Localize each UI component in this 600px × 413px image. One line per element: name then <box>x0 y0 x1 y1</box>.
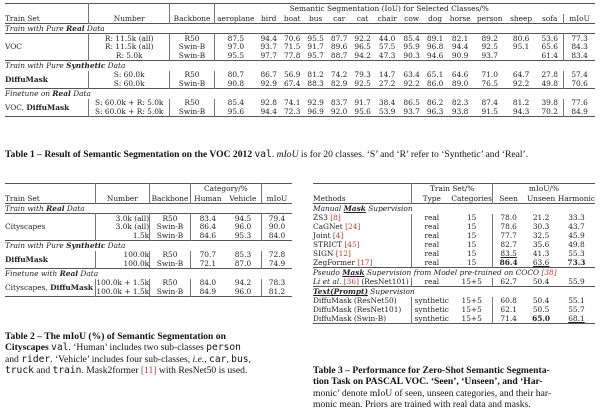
cell: 94.6 <box>426 51 444 61</box>
section-label: Pseudo Mask Supervision from Model pre-trained on COCO [38] <box>313 268 557 278</box>
method-name: Joint [4] <box>313 232 412 241</box>
cell: 15+5 <box>451 315 492 324</box>
cell: 87.7 <box>330 33 348 43</box>
cell: 70.2 <box>536 108 563 117</box>
cell: 64.7 <box>512 70 530 80</box>
col-header: Backbone <box>151 193 189 203</box>
cell: 15 <box>451 259 492 268</box>
cell: 96.0 <box>225 223 262 232</box>
cell: 84.9 <box>571 107 588 117</box>
cell: 100.0k <box>95 260 150 269</box>
cell: Swin-B <box>150 260 191 269</box>
col-header: chair <box>377 13 397 23</box>
cell: 94.4 <box>260 107 277 117</box>
cell: 1.5k <box>95 232 150 241</box>
cell: 96.5 <box>354 42 371 52</box>
cell: real <box>424 222 440 232</box>
cell: 89.2 <box>481 33 498 43</box>
row-label: VOC <box>5 34 89 61</box>
col-header: horse <box>449 13 471 23</box>
cell: 92.8 <box>260 98 277 108</box>
cell: 14.7 <box>378 70 396 80</box>
col-header: cat <box>356 13 369 23</box>
col-header: Harmonic <box>557 193 595 203</box>
cell: synthetic <box>414 305 449 315</box>
table3-group-header-miou: mIoU/% <box>528 184 560 194</box>
cell: 15 <box>451 250 492 259</box>
cell: Swin-B <box>170 52 215 61</box>
table1 <box>5 3 595 117</box>
cell: 70.7 <box>199 250 217 260</box>
cell: 95.3 <box>225 232 262 241</box>
cell: 45.9 <box>568 231 585 241</box>
cell: 95.1 <box>512 42 530 52</box>
cell: 15+5 <box>451 278 492 287</box>
section-label: Text(Prompt) Supervision <box>313 287 415 297</box>
cell: 92.9 <box>260 79 277 89</box>
col-header: aeroplane <box>217 13 255 23</box>
table3-group-header-trainset: Train Set/% <box>412 184 493 194</box>
cell: 64.6 <box>451 70 469 80</box>
col-header: sheep <box>510 13 533 23</box>
cell: 77.8 <box>283 51 301 61</box>
cell: R50 <box>170 34 215 43</box>
table-row <box>313 223 595 232</box>
cell: R50 <box>150 279 191 288</box>
cell: 85.4 <box>227 98 245 108</box>
cell: 49.8 <box>536 80 563 89</box>
section-label: Train with Pure Synthetic Data <box>5 61 126 71</box>
cell: R50 <box>150 214 191 223</box>
row-label: VOC, DiffuMask <box>5 99 89 117</box>
method-name: CaGNet [24] <box>313 223 412 232</box>
cell: 65.1 <box>426 70 444 80</box>
cell: 82.9 <box>330 79 348 89</box>
cell: real <box>424 277 440 287</box>
cell: 93.7 <box>260 42 277 52</box>
cell: 85.3 <box>225 251 262 260</box>
cell: R: 11.5k (all) <box>89 34 170 43</box>
cell: 94.4 <box>451 42 469 52</box>
cell: 67.4 <box>283 79 301 89</box>
cell: 15 <box>451 214 492 223</box>
cell: 84.0 <box>199 278 217 288</box>
cell: 91.7 <box>307 42 324 52</box>
col-header: Train Set <box>5 14 89 24</box>
table1-header-row <box>5 14 595 24</box>
col-header: Methods <box>313 194 412 204</box>
cell: 97.0 <box>227 42 245 52</box>
section-label: Finetune with Real Data <box>5 269 99 279</box>
cell: 53.9 <box>378 107 396 117</box>
cell: 84.9 <box>199 287 217 297</box>
cell: 86.4 <box>199 222 217 232</box>
cell: 77.3 <box>571 33 588 43</box>
cell: 90.3 <box>403 51 420 61</box>
cell: 87.5 <box>227 33 245 43</box>
cell: 79.3 <box>354 70 371 80</box>
cell: 80.7 <box>227 70 245 80</box>
cell: 87.4 <box>481 98 498 108</box>
table-row <box>5 214 292 223</box>
col-header: boat <box>283 13 301 23</box>
cell: 77.7 <box>500 231 517 241</box>
cell: 92.2 <box>354 33 371 43</box>
cell: 86.4 <box>499 258 518 268</box>
cell: 95.5 <box>227 51 245 61</box>
table-row <box>5 43 595 52</box>
method-name: DiffuMask (Swin-B) <box>313 315 412 324</box>
cell: 80.6 <box>512 33 530 43</box>
table3-caption: Table 3 – Performance for Zero-Shot Semantic Segmenta- tion Task on PASCAL VOC. ‘Seen’, ‘Unseen’, and ‘Har- monic’ denote mIoU of seen, unseen categories, and their har- monic mean. Priors are trained with real data and masks. <box>313 365 552 410</box>
cell: 41.3 <box>532 249 550 259</box>
cell: 74.1 <box>283 98 301 108</box>
section-label: Train with Pure Real Data <box>5 23 105 33</box>
col-header: Unseen <box>526 193 556 203</box>
cell: 71.4 <box>500 314 517 324</box>
cell: 50.4 <box>532 296 550 306</box>
col-header: bird <box>261 13 277 23</box>
cell: 79.4 <box>268 213 286 223</box>
cell: 89.6 <box>330 42 348 52</box>
cell: 90.9 <box>451 51 469 61</box>
cell: 77.6 <box>571 98 588 108</box>
cell: R50 <box>170 99 215 108</box>
cell: 92.0 <box>330 107 348 117</box>
row-label: Cityscapes, DiffuMask <box>5 279 95 297</box>
cell: 38.4 <box>378 98 396 108</box>
col-header: cow <box>404 13 420 23</box>
table-row <box>5 108 595 117</box>
table-row <box>5 52 595 61</box>
method-name: DiffuMask (ResNet50) <box>313 297 412 306</box>
cell: 35.6 <box>532 240 550 250</box>
cell: 27.8 <box>536 71 563 80</box>
row-label: DiffuMask <box>5 251 95 269</box>
cell: 3.0k (all) <box>95 223 150 232</box>
col-header: dog <box>428 13 443 23</box>
method-name: DiffuMask (ResNet101) <box>313 306 412 315</box>
cell: 55.7 <box>568 305 585 315</box>
cell: 94.2 <box>225 279 262 288</box>
cell: 76.5 <box>481 79 498 89</box>
cell: 95.9 <box>403 42 420 52</box>
cell: 30.3 <box>532 222 550 232</box>
cell: 94.2 <box>354 51 371 61</box>
col-header: Number <box>95 194 150 204</box>
cell: 73.3 <box>567 258 586 268</box>
cell: 68.1 <box>568 314 585 324</box>
cell: 82.3 <box>451 98 469 108</box>
cell: 53.6 <box>536 34 563 43</box>
table-row <box>5 99 595 108</box>
cell: 84.0 <box>268 231 286 241</box>
cell: 92.2 <box>512 79 530 89</box>
cell: 83.4 <box>199 213 217 223</box>
cell: R50 <box>150 251 191 260</box>
cell: 15 <box>451 241 492 250</box>
cell: 86.2 <box>426 98 444 108</box>
cell: 96.0 <box>225 288 262 297</box>
cell: 86.5 <box>403 98 420 108</box>
cell: 94.3 <box>512 107 530 117</box>
cell: 32.5 <box>532 231 550 241</box>
col-header: Type <box>422 193 441 203</box>
table-row <box>313 214 595 223</box>
cell: S: 60.0k + R: 5.0k <box>89 108 170 117</box>
table-row <box>313 297 595 306</box>
cell: 61.4 <box>536 52 563 61</box>
cell: 88.7 <box>330 51 348 61</box>
cell: 94.4 <box>260 33 277 43</box>
cell: 63.4 <box>403 70 420 80</box>
row-label: Cityscapes <box>5 214 95 241</box>
cell: 74.2 <box>330 70 348 80</box>
table2 <box>5 183 292 297</box>
cell: synthetic <box>414 314 449 324</box>
method-name: Li et al. [36] (ResNet101) <box>313 278 412 287</box>
cell: 96.8 <box>426 42 444 52</box>
col-header: mIoU <box>569 13 590 23</box>
cell: Swin-B <box>150 288 191 297</box>
col-header: Seen <box>499 193 518 203</box>
cell: 95.6 <box>227 107 245 117</box>
cell: 91.7 <box>354 98 371 108</box>
cell: 70.6 <box>283 33 301 43</box>
cell: 57.5 <box>378 42 396 52</box>
cell: 65.0 <box>532 314 551 324</box>
cell: 93.8 <box>451 107 469 117</box>
table2-group-header: Category/% <box>190 184 261 194</box>
section-label: Manual Mask Supervision <box>313 204 413 214</box>
cell: 55.1 <box>568 296 585 306</box>
cell: real <box>424 249 440 259</box>
cell: 92.2 <box>403 79 420 89</box>
cell: 93.7 <box>481 51 498 61</box>
cell: 83.4 <box>571 51 588 61</box>
cell: 15 <box>451 223 492 232</box>
col-header: Train Set <box>5 194 95 204</box>
cell: 92.9 <box>307 98 324 108</box>
col-header: sofa <box>536 14 563 24</box>
cell: 88.3 <box>307 79 324 89</box>
cell: 72.1 <box>199 259 217 269</box>
cell: 86.0 <box>426 79 444 89</box>
cell: 74.9 <box>268 259 286 269</box>
cell: 100.0k <box>95 251 150 260</box>
cell: 83.5 <box>500 249 517 259</box>
cell: 27.2 <box>378 79 396 89</box>
table-row <box>313 241 595 250</box>
cell: 84.6 <box>199 231 217 241</box>
cell: real <box>424 258 440 268</box>
table3 <box>313 183 595 324</box>
cell: 81.2 <box>268 287 286 297</box>
cell: 89.1 <box>426 33 444 43</box>
cell: 71.5 <box>283 42 301 52</box>
col-header: Backbone <box>170 14 215 24</box>
cell: real <box>424 240 440 250</box>
cell: S: 60.0k <box>89 71 170 80</box>
cell: 96.9 <box>307 107 324 117</box>
cell: 47.3 <box>378 51 396 61</box>
cell: S: 60.0k + R: 5.0k <box>89 99 170 108</box>
cell: 89.0 <box>451 79 469 89</box>
cell: 71.0 <box>481 70 498 80</box>
table1-caption: Table 1 – Result of Semantic Segmentation on the VOC 2012 val. mIoU is for 20 classes. ‘S’ and ‘R’ refer to ‘Synthetic’ and ‘Real’. <box>5 149 529 160</box>
cell: 85.4 <box>403 33 420 43</box>
cell: 15+5 <box>451 297 492 306</box>
cell: 94.5 <box>225 214 262 223</box>
cell: R50 <box>170 71 215 80</box>
cell: 97.7 <box>260 51 277 61</box>
cell: real <box>424 231 440 241</box>
cell: 57.4 <box>571 70 588 80</box>
col-header: Human <box>194 193 222 203</box>
cell: 15 <box>451 232 492 241</box>
method-name: ZegFormer [17] <box>313 259 412 268</box>
cell: Swin-B <box>150 232 191 241</box>
cell: 78.3 <box>268 278 286 288</box>
cell: Swin-B <box>170 80 215 89</box>
col-header: Number <box>89 14 170 24</box>
col-header: car <box>333 13 346 23</box>
cell: 81.2 <box>307 70 324 80</box>
cell: 90.0 <box>268 222 286 232</box>
cell: synthetic <box>414 296 449 306</box>
cell: 93.7 <box>403 107 420 117</box>
cell: 50.5 <box>532 305 550 315</box>
cell: Swin-B <box>170 43 215 52</box>
cell: 86.7 <box>260 70 277 80</box>
cell: 62.7 <box>500 277 517 287</box>
col-header: Categories <box>451 193 492 203</box>
table-row <box>313 259 595 268</box>
cell: 100.0k + 1.5k <box>96 287 150 297</box>
table2-caption: Table 2 – The mIoU (%) of Semantic Segmentation on Cityscapes val. ‘Human’ includes two sub-classes person and rider. ‘Vehicle’ includes four sub-classes, i.e., car, bus, truck and train. Mask2former [11] with ResNet50 is used. <box>5 331 251 376</box>
cell: 3.0k (all) <box>95 214 150 223</box>
col-header: person <box>476 13 503 23</box>
section-label: Train with Real Data <box>5 203 85 213</box>
cell: 70.6 <box>571 79 588 89</box>
cell: 50.4 <box>532 277 550 287</box>
cell: 55.9 <box>568 277 585 287</box>
cell: 56.9 <box>283 70 301 80</box>
cell: real <box>424 213 440 223</box>
cell: 55.3 <box>568 249 585 259</box>
col-header: bus <box>309 13 323 23</box>
cell: 43.7 <box>568 222 585 232</box>
cell: 92.5 <box>354 79 371 89</box>
cell: 62.1 <box>500 305 517 315</box>
table2-header-row <box>5 194 292 204</box>
cell: 78.6 <box>500 222 517 232</box>
row-label: DiffuMask <box>5 71 89 89</box>
cell: 15+5 <box>451 306 492 315</box>
cell: 82.7 <box>500 240 517 250</box>
table-row <box>5 71 595 80</box>
cell: 49.8 <box>568 240 585 250</box>
method-name: SIGN [12] <box>313 250 412 259</box>
cell: Swin-B <box>170 108 215 117</box>
cell: 78.0 <box>500 213 517 223</box>
table-row <box>313 278 595 287</box>
cell: 92.5 <box>481 42 498 52</box>
cell: 39.8 <box>536 99 563 108</box>
table-row <box>313 232 595 241</box>
cell: S: 60.0k <box>89 80 170 89</box>
table-row <box>313 315 595 324</box>
cell: 95.7 <box>307 51 324 61</box>
cell: 84.3 <box>571 42 588 52</box>
cell: 72.3 <box>283 107 301 117</box>
table-row <box>5 80 595 89</box>
cell: 100.0k + 1.5k <box>96 278 150 288</box>
table1-group-header: Semantic Segmentation (IoU) for Selected Classes/% <box>289 4 489 14</box>
cell: 72.8 <box>268 250 286 260</box>
method-name: ZS3 [8] <box>313 214 412 223</box>
cell: 63.6 <box>532 258 550 268</box>
cell: Swin-B <box>150 223 191 232</box>
cell: 96.3 <box>426 107 444 117</box>
cell: 60.8 <box>500 296 517 306</box>
cell: 91.5 <box>481 107 498 117</box>
cell: 65.6 <box>536 43 563 52</box>
cell: 90.8 <box>227 79 245 89</box>
cell: 21.2 <box>532 213 550 223</box>
cell: 44.0 <box>378 33 396 43</box>
col-header: Vehicle <box>225 194 262 204</box>
cell: 82.1 <box>451 33 469 43</box>
col-header: mIoU <box>266 193 288 203</box>
table3-header-row <box>313 194 595 204</box>
cell: 95.6 <box>354 107 371 117</box>
cell: 95.5 <box>307 33 324 43</box>
table-row <box>5 34 595 43</box>
cell: R: 5.0k <box>89 52 170 61</box>
cell: 33.3 <box>568 213 585 223</box>
method-name: STRICT [45] <box>313 241 412 250</box>
cell: 81.2 <box>512 98 530 108</box>
cell: R: 11.5k (all) <box>89 43 170 52</box>
cell: 87.0 <box>225 260 262 269</box>
cell: 83.7 <box>330 98 348 108</box>
section-label: Train with Pure Synthetic Data <box>5 241 126 251</box>
section-label: Finetune on Real Data <box>5 89 91 99</box>
